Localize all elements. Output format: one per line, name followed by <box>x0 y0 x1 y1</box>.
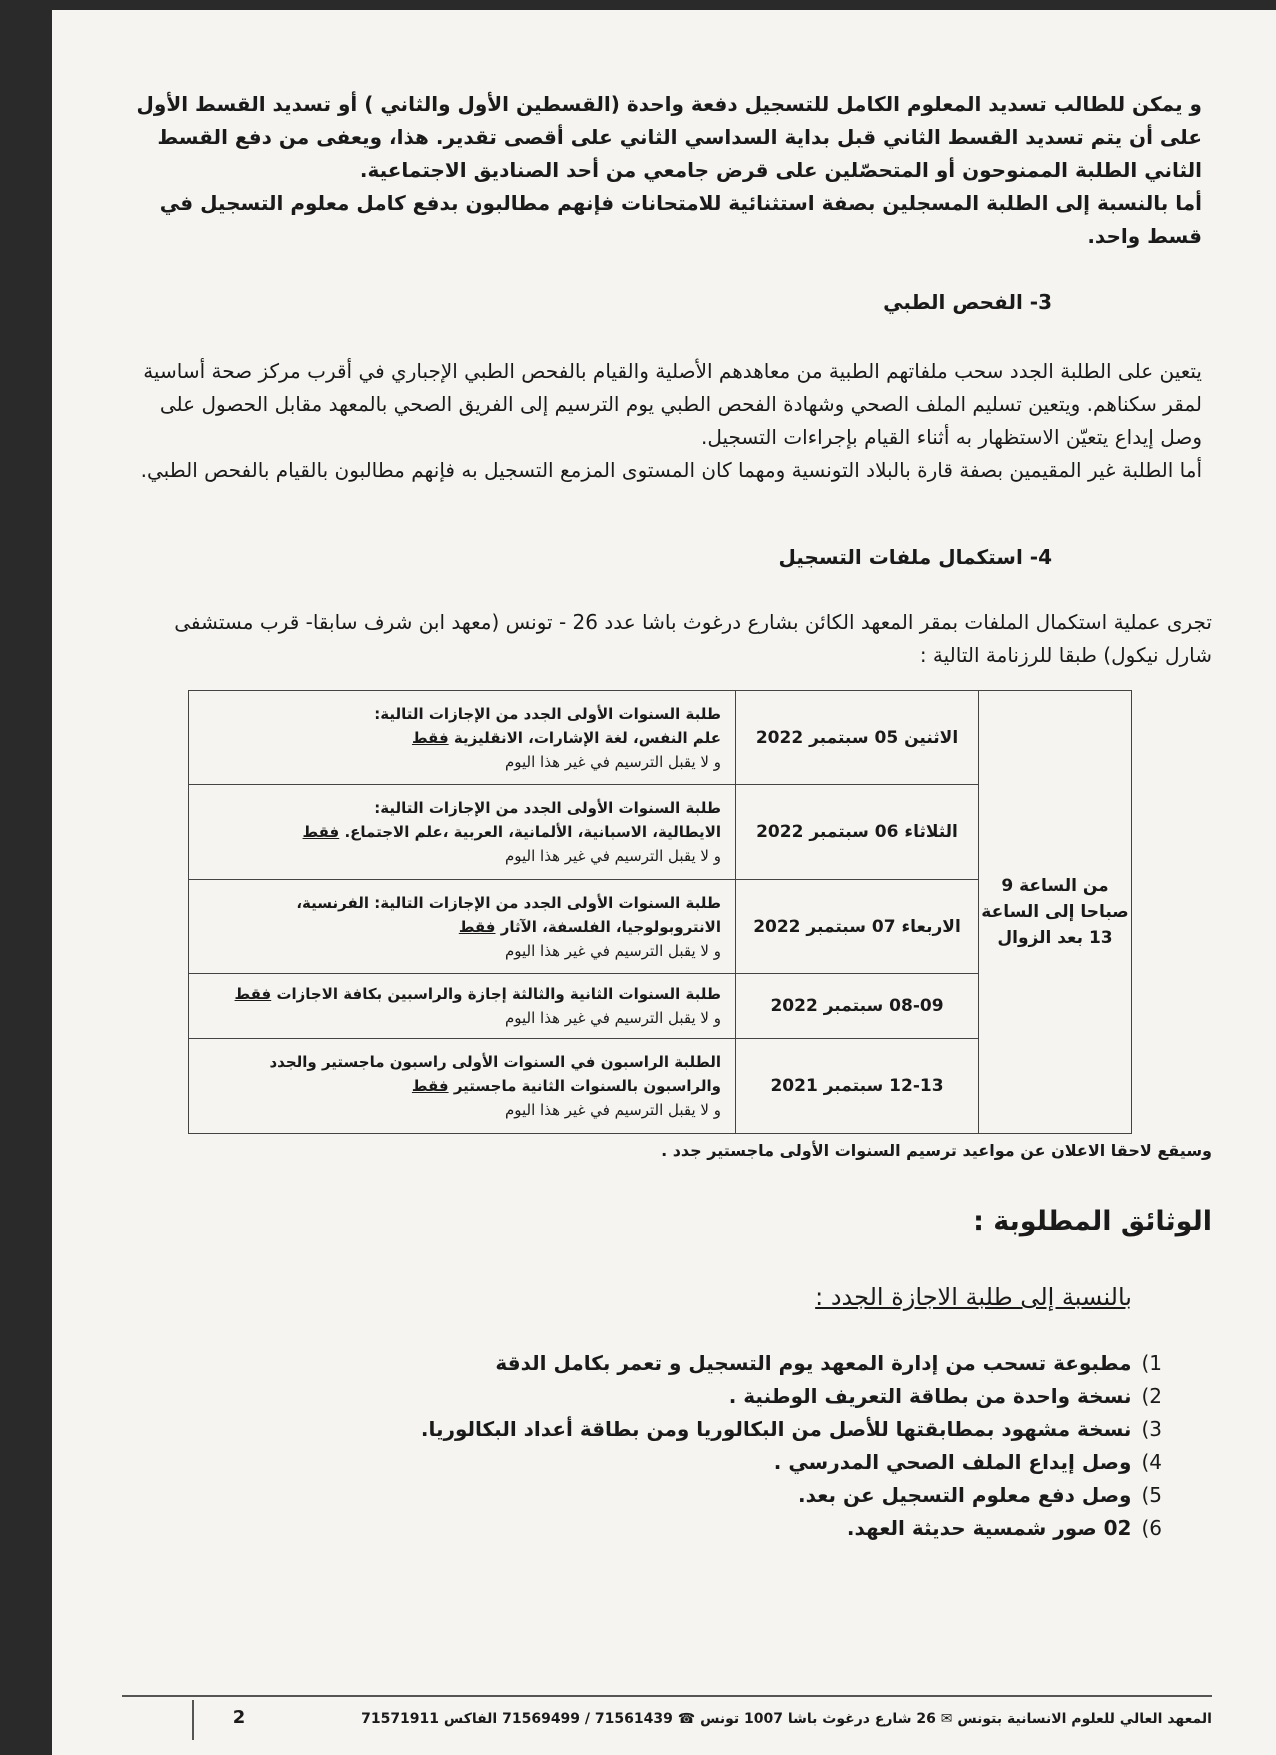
students-cell <box>189 691 736 785</box>
medical-paragraph: أما الطلبة غير المقيمين بصفة قارة بالبلاد التونسية ومهما كان المستوى المزمع التسجيل به فإنهم مطالبون بالقيام بالفحص الطبي. <box>140 458 1202 482</box>
institute-address: 26 شارع درغوث باشا 1007 تونس <box>700 1711 936 1727</box>
list-item: 1)مطبوعة تسحب من إدارة المعهد يوم التسجيل و تعمر بكامل الدقة <box>495 1351 1162 1375</box>
registration-location: تجرى عملية استكمال الملفات بمقر المعهد الكائن بشارع درغوث باشا عدد 26 - تونس (معهد ابن شرف سابقا- قرب مستشفى شارل نيكول) طبقا للرزنامة التالية : <box>174 610 1212 667</box>
phone-icon: ☎ <box>677 1711 696 1727</box>
date-cell: الثلاثاء 06 سبتمبر 2022 <box>736 785 979 879</box>
date-cell: 08-09 سبتمبر 2022 <box>736 974 979 1039</box>
registration-schedule-table <box>188 690 1132 1134</box>
section-3-heading: 3- الفحص الطبي <box>883 290 1052 314</box>
section-4-heading: 4- استكمال ملفات التسجيل <box>778 545 1052 569</box>
phone-numbers: 71561439 / 71569499 <box>502 1711 673 1727</box>
day-only-note: و لا يقبل الترسيم في غير هذا اليوم <box>504 1101 721 1120</box>
medical-exam-text <box>127 355 1202 487</box>
students-line: طلبة السنوات الأولى الجدد من الإجازات التالية: <box>374 704 721 723</box>
students-line: طلبة السنوات الأولى الجدد من الإجازات التالية: <box>374 799 721 818</box>
list-item: 3)نسخة مشهود بمطابقتها للأصل من البكالوريا ومن بطاقة أعداد البكالوريا. <box>420 1417 1162 1441</box>
footer-contact <box>292 1707 1212 1731</box>
day-only-note: و لا يقبل الترسيم في غير هذا اليوم <box>504 847 721 866</box>
time-cell: من الساعة 9 صباحا إلى الساعة 13 بعد الزوال <box>979 691 1132 1134</box>
fax-number: 71571911 <box>361 1711 440 1727</box>
document-page <box>52 10 1276 1755</box>
students-line: طلبة السنوات الثانية والثالثة إجازة والراسبين بكافة الاجازات فقط <box>234 985 721 1004</box>
date-cell: 12-13 سبتمبر 2021 <box>736 1039 979 1134</box>
students-line: الايطالية، الاسبانية، الألمانية، العربية ،علم الاجتماع. فقط <box>302 823 721 842</box>
students-cell <box>189 879 736 973</box>
students-line: الانتروبولوجيا، الفلسفة، الآثار فقط <box>458 917 721 936</box>
only-label: فقط <box>458 917 496 936</box>
institute-name: المعهد العالي للعلوم الانسانية بتونس <box>957 1711 1212 1727</box>
day-only-note: و لا يقبل الترسيم في غير هذا اليوم <box>504 941 721 960</box>
only-label: فقط <box>302 823 340 842</box>
documents-list <box>382 1347 1162 1545</box>
list-item: 6)02 صور شمسية حديثة العهد. <box>846 1516 1162 1540</box>
day-only-note: و لا يقبل الترسيم في غير هذا اليوم <box>504 1009 721 1028</box>
intro-paragraph: أما بالنسبة إلى الطلبة المسجلين بصفة استثنائية للامتحانات فإنهم مطالبون بدفع كامل معلوم التسجيل في قسط واحد. <box>159 191 1202 248</box>
students-cell <box>189 974 736 1039</box>
date-cell: الاثنين 05 سبتمبر 2022 <box>736 691 979 785</box>
footer-divider <box>122 1695 1212 1697</box>
envelope-icon: ✉ <box>940 1711 953 1727</box>
only-label: فقط <box>411 728 449 747</box>
only-label: فقط <box>411 1077 449 1096</box>
medical-paragraph: يتعين على الطلبة الجدد سحب ملفاتهم الطبية من معاهدهم الأصلية والقيام بالفحص الطبي الإجباري في أقرب مركز صحة أساسية لمقر سكناهم. ويتعين تسليم الملف الصحي وشهادة الفحص الطبي يوم الترسيم إلى الفريق الصحي بالمعهد مقابل الحصول على وصل إيداع يتعيّن الاستظهار به أثناء القيام بإجراءات التسجيل. <box>143 359 1202 449</box>
students-line: والراسبون بالسنوات الثانية ماجستير فقط <box>411 1077 721 1096</box>
fax-label: الفاكس <box>443 1711 498 1727</box>
required-documents-title: الوثائق المطلوبة : <box>973 1206 1212 1237</box>
students-line: طلبة السنوات الأولى الجدد من الإجازات التالية: الفرنسية، <box>296 893 721 912</box>
intro-paragraph: و يمكن للطالب تسديد المعلوم الكامل للتسجيل دفعة واحدة (القسطين الأول والثاني ) أو تسديد القسط الأول على أن يتم تسديد القسط الثاني قبل بداية السداسي الثاني على أقصى تقدير. هذا، ويعفى من دفع القسط الثاني الطلبة الممنوحون أو المتحصّلين على قرض جامعي من أحد الصناديق الاجتماعية. <box>136 92 1202 182</box>
new-students-subtitle: بالنسبة إلى طلبة الاجازة الجدد : <box>815 1283 1132 1311</box>
students-cell <box>189 785 736 879</box>
page-number: 2 <box>192 1700 284 1740</box>
students-line: علم النفس، لغة الإشارات، الانقليزية فقط <box>411 728 721 747</box>
table-row <box>189 691 1132 785</box>
list-item: 5)وصل دفع معلوم التسجيل عن بعد. <box>798 1483 1162 1507</box>
masters-notice: وسيقع لاحقا الاعلان عن مواعيد ترسيم السنوات الأولى ماجستير جدد . <box>661 1141 1212 1160</box>
intro-paragraphs <box>122 88 1202 253</box>
date-cell: الاربعاء 07 سبتمبر 2022 <box>736 879 979 973</box>
students-cell <box>189 1039 736 1134</box>
list-item: 2)نسخة واحدة من بطاقة التعريف الوطنية . <box>728 1384 1162 1408</box>
list-item: 4)وصل إيداع الملف الصحي المدرسي . <box>773 1450 1162 1474</box>
only-label: فقط <box>234 985 272 1004</box>
day-only-note: و لا يقبل الترسيم في غير هذا اليوم <box>504 752 721 771</box>
students-line: الطلبة الراسبون في السنوات الأولى راسبون ماجستير والجدد <box>269 1053 721 1072</box>
